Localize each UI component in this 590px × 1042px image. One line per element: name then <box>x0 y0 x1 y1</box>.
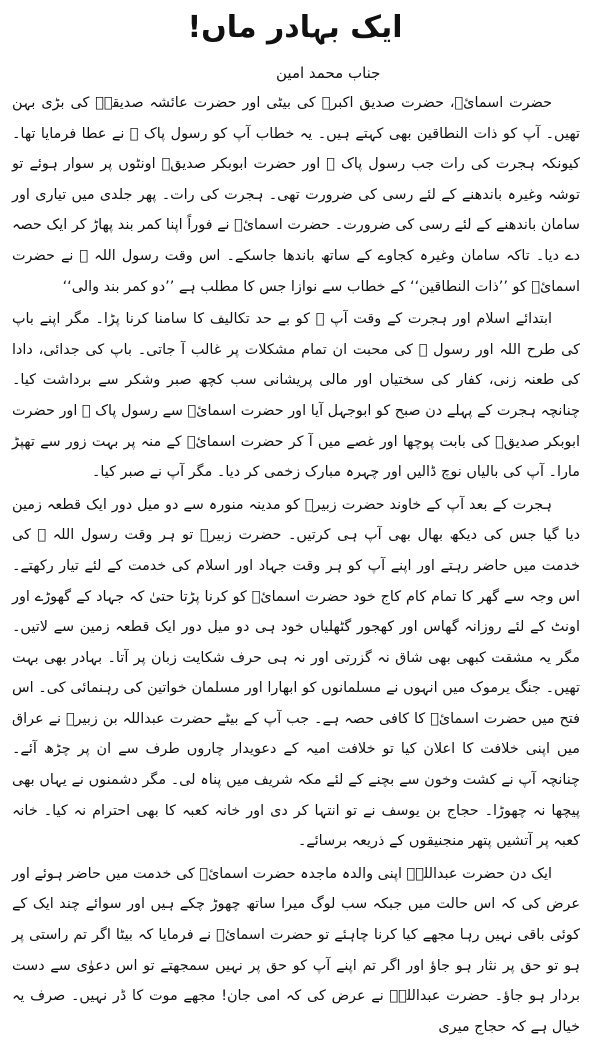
article-body <box>12 88 580 1035</box>
paragraph-1: حضرت اسمائؓ، حضرت صدیق اکبرؓ کی بیٹی اور حضرت عائشہ صدیقہؓ کی بڑی بہن تھیں۔ آپ کو ذات النطاقین بھی کہتے ہیں۔ یہ خطاب آپ کو رسول پاک ﷺ نے عطا فرمایا تھا۔ کیونکہ ہجرت کی رات جب رسول پاک ﷺ اور حضرت ابوبکر صدیقؓ اونٹوں پر سوار ہوئے تو توشہ وغیرہ باندھنے کے لئے رسی کی ضرورت تھی۔ ہجرت کی رات۔ پھر جلدی میں تیاری اور سامان باندھنے کے لئے رسی کی ضرورت۔ حضرت اسمائؓ نے فوراً اپنا کمر بند پھاڑ کر ایک حصہ دے دیا۔ تاکہ سامان وغیرہ کجاوے کے ساتھ باندھا جاسکے۔ اس وقت رسول اللہ ﷺ نے حضرت اسمائؓ کو ’’ذات النطاقین‘‘ کے خطاب سے نوازا جس کا مطلب ہے ’’دو کمر بند والی‘‘ <box>12 95 580 295</box>
paragraph-3: ہجرت کے بعد آپ کے خاوند حضرت زبیرؓ کو مدینہ منورہ سے دو میل دور ایک قطعہ زمین دیا گیا جس کی دیکھ بھال بھی آپ ہی کرتیں۔ حضرت زبیرؓ تو ہر وقت رسول اللہ ﷺ کی خدمت میں حاضر رہتے اور اپنے آپ کو ہر وقت جہاد اور اسلام کی خدمت کے لئے تیار رکھتے۔ اس وجہ سے گھر کا تمام کام کاج خود حضرت اسمائؓ کو کرنا پڑتا حتیٰ کہ جہاد کے گھوڑے اور اونٹ کے لئے روزانہ گھاس اور کھجور گٹھلیاں خود ہی دو میل دور ایک قطعہ زمین سے لاتیں۔ مگر یہ مشقت کبھی بھی شاق نہ گزرتی اور نہ ہی حرف شکایت زبان پر آتا۔ بہادر بھی بہت تھیں۔ جنگ یرموک میں انہوں نے مسلمانوں کو ابھارا اور مسلمان خواتین کی رہنمائی کی۔ اس فتح میں حضرت اسمائؓ کا کافی حصہ ہے۔ جب آپ کے بیٹے حضرت عبداللہ بن زبیرؓ نے عراق میں اپنی خلافت کا اعلان کیا تو خلافت امیہ کے دعویدار چاروں طرف سے ان پر چڑھ آئے۔ چنانچہ آپ نے کشت وخون سے بچنے کے لئے مکہ شریف میں پناہ لی۔ مگر دشمنوں نے یہاں بھی پیچھا نہ چھوڑا۔ حجاج بن یوسف نے تو انتہا کر دی اور خانہ کعبہ کا بھی احترام نہ کیا۔ خانہ کعبہ پر آتشیں پتھر منجنیقوں کے ذریعہ برسائے۔ <box>12 496 580 850</box>
paragraph-4: ایک دن حضرت عبداللہؓ اپنی والدہ ماجدہ حضرت اسمائؓ کی خدمت میں حاضر ہوئے اور عرض کی کہ اس حالت میں جبکہ سب لوگ میرا ساتھ چھوڑ چکے ہیں اور سوائے چند ایک کے کوئی باقی نہیں رہا مجھے کیا کرنا چاہئے تو حضرت اسمائؓ نے فرمایا کہ بیٹا اگر تم راستی پر ہو تو حق پر نثار ہو جاؤ اور اگر تم اپنے آپ کو حق پر نہیں سمجھتے تو اس دعوٰی سے دست بردار ہو جاؤ۔ حضرت عبداللہؓ نے عرض کی کہ امی جان! مجھے موت کا ڈر نہیں۔ صرف یہ خیال ہے کہ حجاج میری <box>12 865 580 1035</box>
author-byline: جناب محمد امین <box>276 64 381 82</box>
article-title: ایک بہادر ماں! <box>187 10 403 45</box>
paragraph-2: ابتدائے اسلام اور ہجرت کے وقت آپ ﷺ کو بے حد تکالیف کا سامنا کرنا پڑا۔ مگر اپنے باپ کی طرح اللہ اور رسول ﷺ کی محبت ان تمام مشکلات پر غالب آ جاتی۔ باپ کی جدائی، دادا کی طعنہ زنی، کفار کی سختیاں اور مالی پریشانی سب کچھ صبر وشکر سے برداشت کیا۔ چنانچہ ہجرت کے پہلے دن صبح کو ابوجہل آیا اور حضرت اسمائؓ سے رسول پاک ﷺ اور حضرت ابوبکر صدیقؓ کی بابت پوچھا اور غصے میں آ کر حضرت اسمائؓ کے منہ پر بہت زور سے تھپڑ مارا۔ آپ کی بالیاں نوچ ڈالیں اور چہرہ مبارک زخمی کر دیا۔ مگر آپ نے صبر کیا۔ <box>12 311 580 481</box>
